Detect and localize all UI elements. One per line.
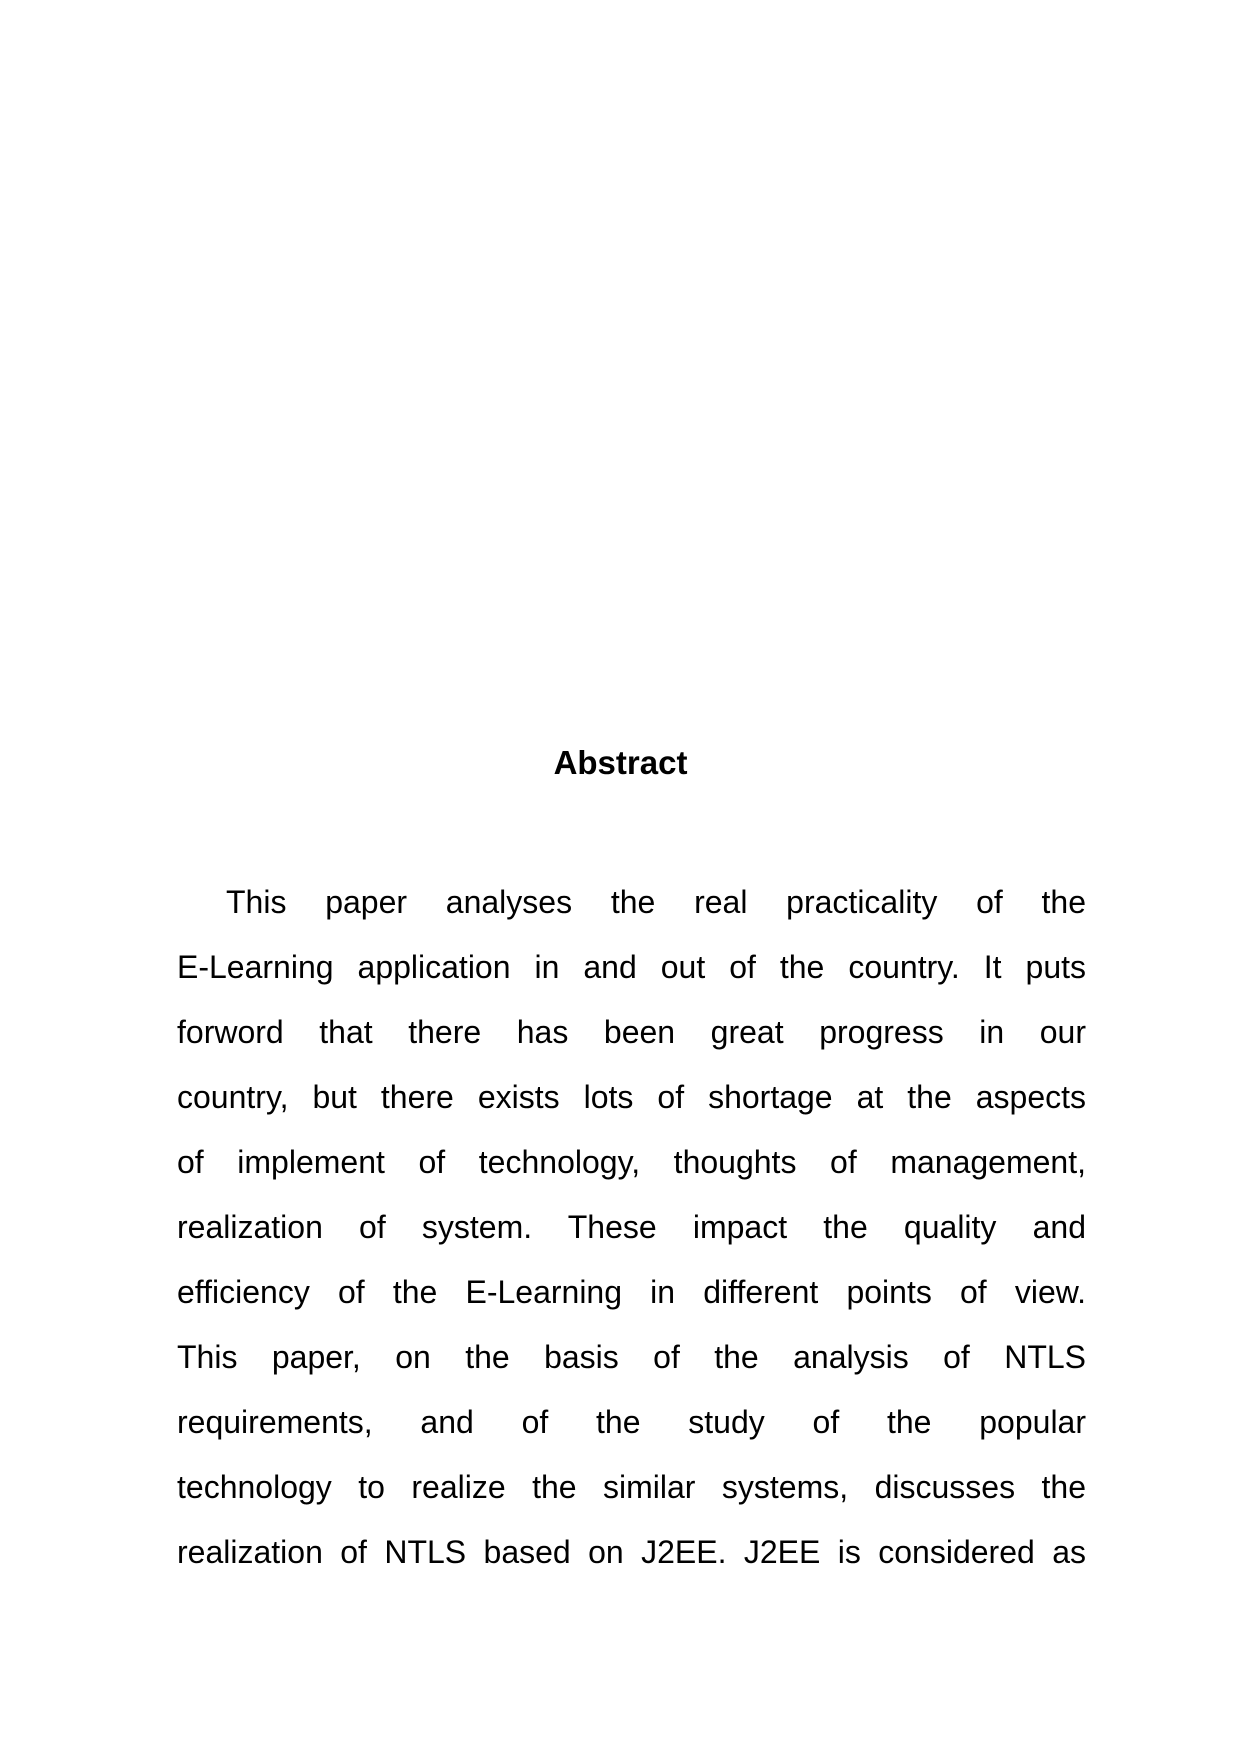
abstract-line: technology to realize the similar systems, discusses the: [177, 1469, 1086, 1505]
abstract-line: requirements, and of the study of the popular: [177, 1404, 1086, 1440]
abstract-line: This paper analyses the real practicality of the: [226, 884, 1086, 920]
abstract-line: forword that there has been great progress in our: [177, 1014, 1086, 1050]
abstract-line: realization of NTLS based on J2EE. J2EE is considered as: [177, 1534, 1086, 1570]
abstract-line: country, but there exists lots of shortage at the aspects: [177, 1079, 1086, 1115]
abstract-line: E-Learning application in and out of the country. It puts: [177, 949, 1086, 985]
abstract-line: This paper, on the basis of the analysis of NTLS: [177, 1339, 1086, 1375]
abstract-line: efficiency of the E-Learning in different points of view.: [177, 1274, 1086, 1310]
abstract-line: of implement of technology, thoughts of management,: [177, 1144, 1086, 1180]
abstract-line: realization of system. These impact the quality and: [177, 1209, 1086, 1245]
abstract-title: Abstract: [553, 744, 688, 781]
abstract-body: [177, 874, 1086, 1589]
